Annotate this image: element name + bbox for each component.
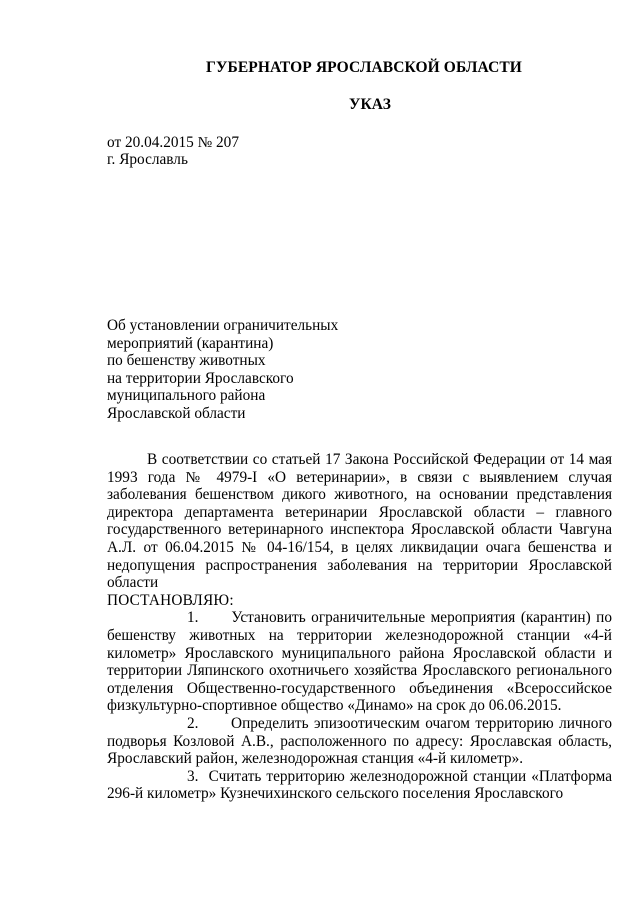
decree-word: ПОСТАНОВЛЯЮ: [107,591,234,609]
item-number: 2. [187,714,199,732]
document-subject [107,317,338,422]
item-number: 3. [187,767,199,785]
subject-line: Об установлении ограничительных [107,317,339,334]
date-number-line: от 20.04.2015 № 207 [107,134,239,151]
subject-line: на территории Ярославского [107,369,294,387]
item-number: 1. [187,609,199,627]
decree-item [107,715,612,768]
decree-item [107,609,612,715]
subject-line: Ярославской области [107,404,246,422]
document-type-heading: УКАЗ [348,96,391,113]
item-text: Установить ограничительные мероприятия (карантин) по бешенству животных на территории железнодорожной станции «4-й километр» Ярославского муниципального района Ярославской области и территории Ляпинского охотничьего хозяйства Ярославского регионального отделения Общественно-государственного объединения «Всероссийское физкультурно-спортивное общество «Динамо» на срок до 06.06.2015. [107,609,612,715]
preamble-paragraph: В соответствии со статьей 17 Закона Российской Федерации от 14 мая 1993 года № 4979-I «О ветеринарии», в связи с выявлением случая заболевания бешенством дикого животного, на основании представления директора департамента ветеринарии Ярославской области – главного государственного ветеринарного инспектора Ярославской области Чавгуна А.Л. от 06.04.2015 № 04-16/154, в целях ликвидации очага бешенства и недопущения распространения заболевания на территории Ярославской области [107,451,612,592]
issuing-authority-heading: ГУБЕРНАТОР ЯРОСЛАВСКОЙ ОБЛАСТИ [206,59,522,76]
subject-line: муниципального района [107,387,266,404]
decree-item [107,768,612,803]
subject-line: по бешенству животных [107,352,266,369]
document-meta [107,134,239,168]
city-line: г. Ярославль [107,151,188,168]
item-text: Считать территорию железнодорожной станции «Платформа 296-й километр» Кузнечихинского сельского поселения Ярославского [107,767,612,803]
document-body [107,451,612,803]
item-text: Определить эпизоотическим очагом территорию личного подворья Козловой А.В., расположенного по адресу: Ярославская область, Ярославский район, железнодорожная станция «4-й километр». [107,714,612,768]
subject-line: мероприятий (карантина) [107,334,274,352]
